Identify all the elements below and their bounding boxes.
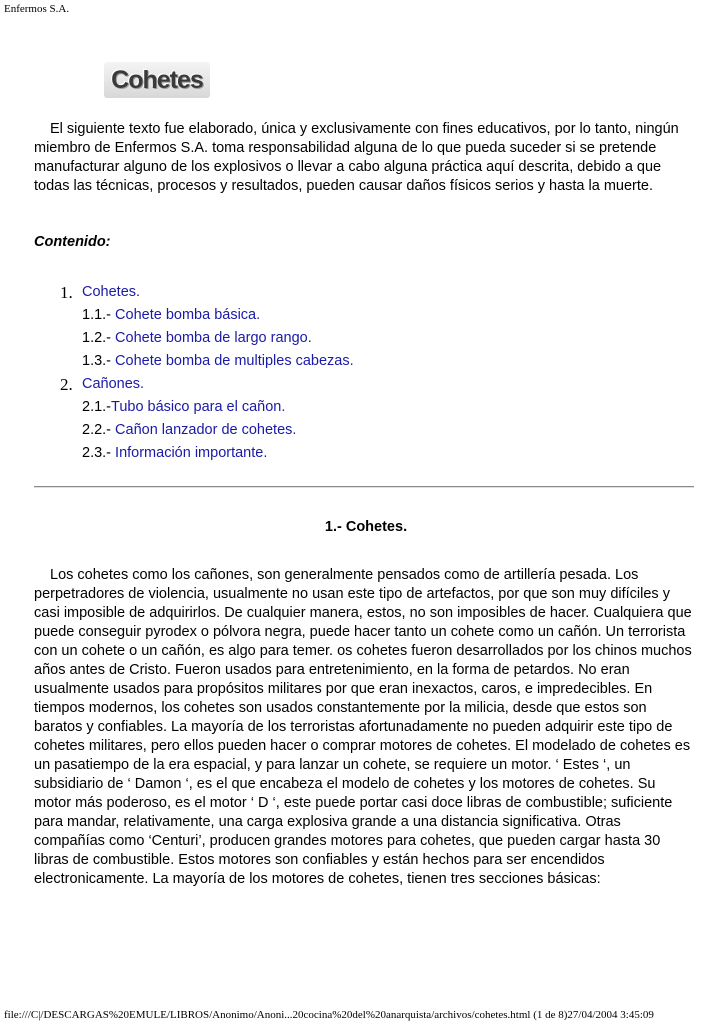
toc-prefix: 2.1.- xyxy=(82,399,112,415)
toc-item-2 xyxy=(60,373,354,396)
toc-item-2-1 xyxy=(60,396,354,419)
cohetes-logo-image xyxy=(104,62,210,98)
toc-link-cohete-bomba-basica[interactable]: Cohete bomba básica. xyxy=(115,307,261,323)
toc-prefix: 1.1.- xyxy=(82,307,116,323)
section-title: 1.- Cohetes. xyxy=(324,519,408,535)
disclaimer-paragraph: El siguiente texto fue elaborado, única y exclusivamente con fines educativos, por lo tanto, ningún miembro de Enfermos S.A. toma responsabilidad alguna de lo que pueda suceder si se pretende manufacturar alguno de los explosivos o llevar a cabo alguna práctica aquí descrita, debido a que todas las técnicas, procesos y resultados, pueden causar daños físicos serios y hasta la muerte. xyxy=(34,121,679,194)
logo-text: Cohetes xyxy=(111,65,203,94)
section-body-paragraph: Los cohetes como los cañones, son generalmente pensados como de artillería pesada. Los perpetradores de violencia, usualmente no usan este tipo de artefactos, por que son muy difíciles y casi imposible de adquirirlos. De cualquier manera, estos, no son imposibles de hacer. Cualquiera que puede conseguir pyrodex o pólvora negra, puede hacer tanto un cohete como un cañón. Un terrorista con un cohete o un cañón, es algo para temer. os cohetes fueron desarrollados por los chinos muchos años antes de Cristo. Fueron usados para entretenimiento, en la forma de petardos. No eran usualmente usados para propósitos militares por que eran inexactos, caros, e impredecibles. En tiempos modernos, los cohetes son usados constantemente por la milicia, desde que estos son baratos y confiables. La mayoría de los terroristas afortunadamente no pueden adquirir este tipo de cohetes militares, pero ellos pueden hacer o comprar motores de cohetes. El modelado de cohetes es un pasatiempo de la era espacial, y para lanzar un cohete, se requiere un motor. ‘ Estes ‘, un subsidiario de ‘ Damon ‘, es el que encabeza el modelo de cohetes y los motores de cohetes. Su motor más poderoso, es el motor ‘ D ‘, este puede portar casi doce libras de combustible; suficiente para mandar, relativamente, una carga explosiva grande a una distancia significativa. Otras compañías como ‘Centuri’, producen grandes motores para cohetes, que pueden cargar hasta 30 libras de combustible. Estos motores son confiables y están hechos para ser encendidos electronicamente. La mayoría de los motores de cohetes, tienen tres secciones básicas: xyxy=(34,567,692,887)
page-header: Enfermos S.A. xyxy=(4,3,70,15)
toc-number: 2. xyxy=(60,375,73,394)
toc-link-cohetes[interactable]: Cohetes. xyxy=(82,284,141,300)
toc-prefix: 1.3.- xyxy=(82,353,116,369)
toc-prefix: 2.3.- xyxy=(82,445,116,461)
toc-number: 1. xyxy=(60,283,73,302)
toc-link-canon-lanzador[interactable]: Cañon lanzador de cohetes. xyxy=(115,422,297,438)
toc-item-1 xyxy=(60,281,354,304)
toc-item-1-3 xyxy=(60,350,354,373)
toc-item-1-1 xyxy=(60,304,354,327)
toc-prefix: 2.2.- xyxy=(82,422,116,438)
toc-item-2-3 xyxy=(60,442,354,465)
toc-link-cohete-largo-rango[interactable]: Cohete bomba de largo rango. xyxy=(115,330,312,346)
table-of-contents xyxy=(60,281,354,465)
horizontal-divider xyxy=(34,486,694,488)
toc-link-canones[interactable]: Cañones. xyxy=(82,376,145,392)
toc-item-2-2 xyxy=(60,419,354,442)
toc-item-1-2 xyxy=(60,327,354,350)
page-footer: file:///C|/DESCARGAS%20EMULE/LIBROS/Anonimo/Anoni...20cocina%20del%20anarquista/archivos/cohetes.html (1 de 8)27/04/2004 3:45:09 xyxy=(4,1009,654,1021)
contents-heading: Contenido: xyxy=(34,234,111,250)
toc-prefix: 1.2.- xyxy=(82,330,116,346)
toc-link-informacion-importante[interactable]: Información importante. xyxy=(115,445,268,461)
toc-link-cohete-multiples-cabezas[interactable]: Cohete bomba de multiples cabezas. xyxy=(115,353,354,369)
toc-link-tubo-basico[interactable]: Tubo básico para el cañon. xyxy=(111,399,286,415)
